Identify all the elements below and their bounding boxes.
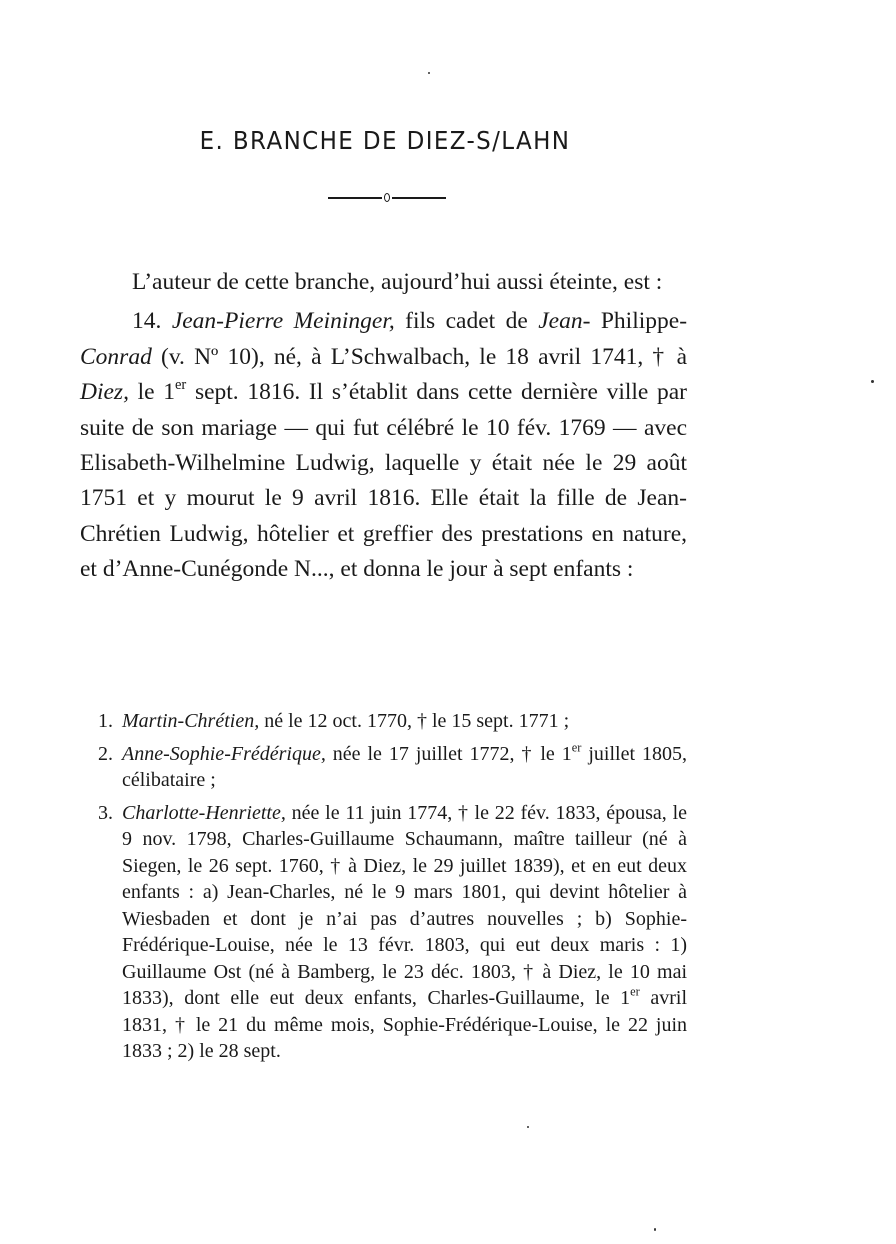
death-place: Diez, <box>80 379 129 406</box>
entry-text-1: fils cadet de <box>394 308 539 335</box>
ornament-rule-right <box>392 197 446 199</box>
entry-text-4: sept. 1816. Il s’établit dans cette dernière ville par suite de son mariage — qui fut célébré le 10 fév. 1769 — avec Elisabeth-Wilhelmine Ludwig, laquelle y était née le 29 août 1751 et y mourut le 9 avril 1816. Elle était la fille de Jean-Chrétien Ludwig, hôtelier et greffier des prestations en nature, et d’Anne-Cunégonde N..., et donna le jour à sept enfants : <box>80 379 687 583</box>
children-list <box>98 708 687 1071</box>
list-item-number: 1. <box>98 710 113 732</box>
list-item-text <box>122 741 687 794</box>
list-item <box>98 800 687 1065</box>
child-details: né le 12 oct. 1770, † le 15 sept. 1771 ; <box>259 710 570 732</box>
list-item-number: 2. <box>98 742 113 765</box>
child-details-after: avril 1831, † le 21 du même mois, Sophie-Frédérique-Louise, le 22 juin 1833 ; 2) le 28 sept. <box>122 987 687 1062</box>
entry-name: Jean-Pierre Meininger, <box>171 308 395 335</box>
section-heading: E. BRANCHE DE DIEZ-S/LAHN <box>199 126 571 155</box>
child-details: née le 11 juin 1774, † le 22 fév. 1833, épousa, le 9 nov. 1798, Charles-Guillaume Schaumann, maître tailleur (né à Siegen, le 26 sept. 1760, † à Diez, le 29 juillet 1839), et en eut deux enfants : a) Jean-Charles, né le 9 mars 1801, qui devint hôtelier à Wiesbaden et dont je n’ai pas d’autres nouvelles ; b) Sophie-Frédérique-Louise, née le 13 févr. 1803, qui eut deux maris : 1) Guillaume Ost (né à Bamberg, le 23 déc. 1803, † à Diez, le 10 mai 1833), dont elle eut deux enfants, Charles-Guillaume, le 1 <box>122 801 687 1009</box>
child-details-after: juillet 1805, célibataire ; <box>122 742 687 791</box>
paper-speck <box>428 72 430 74</box>
child-superscript: er <box>571 739 582 754</box>
list-item <box>98 708 687 735</box>
child-name: Anne-Sophie-Frédérique, <box>122 742 326 765</box>
entry-superscript: er <box>174 377 187 394</box>
list-item-text <box>122 800 687 1065</box>
child-name: Charlotte-Henriette, <box>122 801 286 824</box>
child-superscript: er <box>630 984 640 999</box>
paper-speck <box>871 380 874 383</box>
entry-paragraph <box>80 304 687 587</box>
child-name: Martin-Chrétien, <box>122 710 260 732</box>
ornament-rule-left <box>328 197 382 199</box>
heading-ornament <box>328 190 446 206</box>
entry-number: 14. <box>132 308 162 335</box>
list-item <box>98 741 687 794</box>
paper-speck <box>654 1228 656 1231</box>
list-item-text <box>122 708 687 735</box>
paper-speck <box>527 1126 529 1128</box>
list-item-number: 3. <box>98 801 113 824</box>
ornament-dot <box>384 193 390 202</box>
father-name-italic: Conrad <box>80 343 152 370</box>
main-text <box>80 265 687 588</box>
entry-text-3: le 1 <box>128 379 175 406</box>
father-name-plain: Philippe- <box>600 308 688 335</box>
father-first-name: Jean- <box>538 308 591 335</box>
entry-text-2: (v. Nº 10), né, à L’Schwalbach, le 18 avril 1741, † à <box>151 343 687 370</box>
intro-paragraph: L’auteur de cette branche, aujourd’hui aussi éteinte, est : <box>132 269 663 295</box>
child-details: née le 17 juillet 1772, † le 1 <box>325 742 572 765</box>
